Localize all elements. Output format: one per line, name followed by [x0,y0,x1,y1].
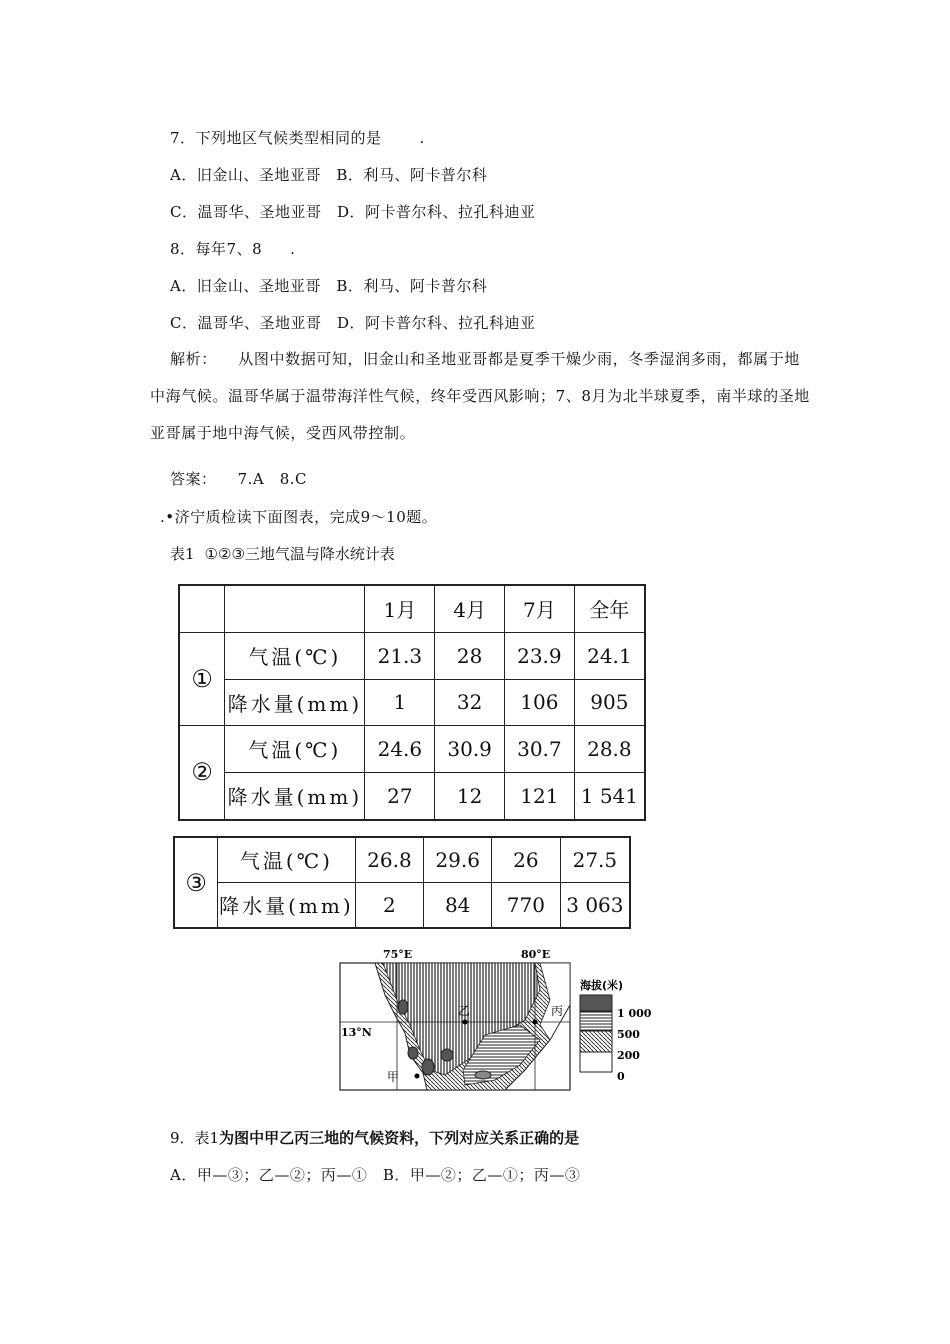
table-cell: 2 [355,882,424,928]
table-cell: 32 [435,679,505,725]
table-cell: 84 [424,882,492,928]
point-bing [533,1020,538,1025]
table-cell: 24.1 [574,632,645,679]
table-cell: 1 [365,679,435,725]
table-row [174,837,630,882]
table-cell: 1 541 [574,772,645,820]
header-jan: 1月 [365,585,435,632]
lat-label-13: 13°N [341,1026,372,1039]
intro-line: .•济宁质检读下面图表，完成9～10题。 [160,508,438,526]
legend-swatch-1000 [580,995,612,1011]
table-row [179,632,645,679]
legend-label-200: 200 [617,1049,640,1062]
q8-options-ab: A．旧金山、圣地亚哥 B．利马、阿卡普尔科 [170,277,488,295]
table-cell: 121 [504,772,574,820]
legend-title: 海拔(米) [580,979,624,992]
header-year: 全年 [574,585,645,632]
table-cell: 106 [504,679,574,725]
table-cell: 27.5 [560,837,630,882]
point-jia [415,1074,420,1079]
q9-options-ab: A．甲—③；乙—②；丙—① B．甲—②；乙—①；丙—③ [170,1166,581,1184]
legend-swatch-200 [580,1031,612,1052]
legend-swatch-0 [580,1052,612,1072]
table-row [179,679,645,725]
precip-label: 降水量(mm) [225,679,365,725]
q8-options-cd: C．温哥华、圣地亚哥 D．阿卡普尔科、拉孔科迪亚 [170,314,536,332]
table-cell: 21.3 [365,632,435,679]
label-yi: 乙 [458,1004,471,1018]
table-cell: 29.6 [424,837,492,882]
lon-label-75: 75°E [383,948,413,961]
table-row [179,772,645,820]
analysis-label: 解析： [170,350,217,368]
point-yi [463,1020,468,1025]
header-jul: 7月 [504,585,574,632]
legend-label-1000: 1 000 [617,1007,652,1020]
precip-label: 降水量(mm) [218,882,355,928]
label-jia: 甲 [387,1070,400,1084]
table-cell: 30.7 [504,725,574,772]
q7-options-ab: A．旧金山、圣地亚哥 B．利马、阿卡普尔科 [170,166,488,184]
table-cell: 28 [435,632,505,679]
table-cell: 26.8 [355,837,424,882]
table-row [179,725,645,772]
analysis-paragraph [150,341,815,452]
table-cell: 770 [492,882,561,928]
table-cell: 30.9 [435,725,505,772]
table-cell: 23.9 [504,632,574,679]
legend-label-0: 0 [617,1070,625,1083]
temp-label: 气温(℃) [218,837,355,882]
site-1-label: ① [179,632,225,725]
table-cell: 905 [574,679,645,725]
precip-label: 降水量(mm) [225,772,365,820]
q9-stem: 9．表1为图中甲乙丙三地的气候资料，下列对应关系正确的是 [170,1129,580,1147]
label-bing: 丙 [551,1004,564,1018]
climate-table-2 [173,836,631,929]
highland-patch [475,1071,491,1079]
table-cell: 27 [365,772,435,820]
legend-label-500: 500 [617,1028,640,1041]
table-cell: 12 [435,772,505,820]
table-row [174,882,630,928]
table-header-row [179,585,645,632]
highland-patch [441,1049,453,1061]
q7-options-cd: C．温哥华、圣地亚哥 D．阿卡普尔科、拉孔科迪亚 [170,203,536,221]
site-2-label: ② [179,725,225,820]
climate-table-1 [178,584,646,821]
temp-label: 气温(℃) [225,725,365,772]
legend-swatch-500 [580,1011,612,1031]
table-corner-label [225,585,365,632]
india-elevation-map [335,945,655,1095]
temp-label: 气温(℃) [225,632,365,679]
table-cell: 26 [492,837,561,882]
table-cell: 3 063 [560,882,630,928]
q8-stem: 8．每年7、8 . [170,240,296,258]
highland-patch [408,1047,418,1059]
highland-patch [422,1059,434,1075]
table-cell: 24.6 [365,725,435,772]
table-caption: 表1 ①②③三地气温与降水统计表 [170,545,395,563]
lon-label-80: 80°E [521,948,551,961]
header-apr: 4月 [435,585,505,632]
site-3-label: ③ [174,837,218,928]
analysis-text: 从图中数据可知，旧金山和圣地亚哥都是夏季干燥少雨，冬季湿润多雨，都属于地中海气候。温哥华属于温带海洋性气候，终年受西风影响；7、8月为北半球夏季，南半球的圣地亚哥属于地中海气候，受西风带控制。 [150,350,810,442]
q7-stem: 7．下列地区气候类型相同的是 . [170,129,425,147]
highland-patch [398,1000,408,1014]
answer-line: 答案： 7.A 8.C [170,470,308,488]
table-corner [179,585,225,632]
table-cell: 28.8 [574,725,645,772]
